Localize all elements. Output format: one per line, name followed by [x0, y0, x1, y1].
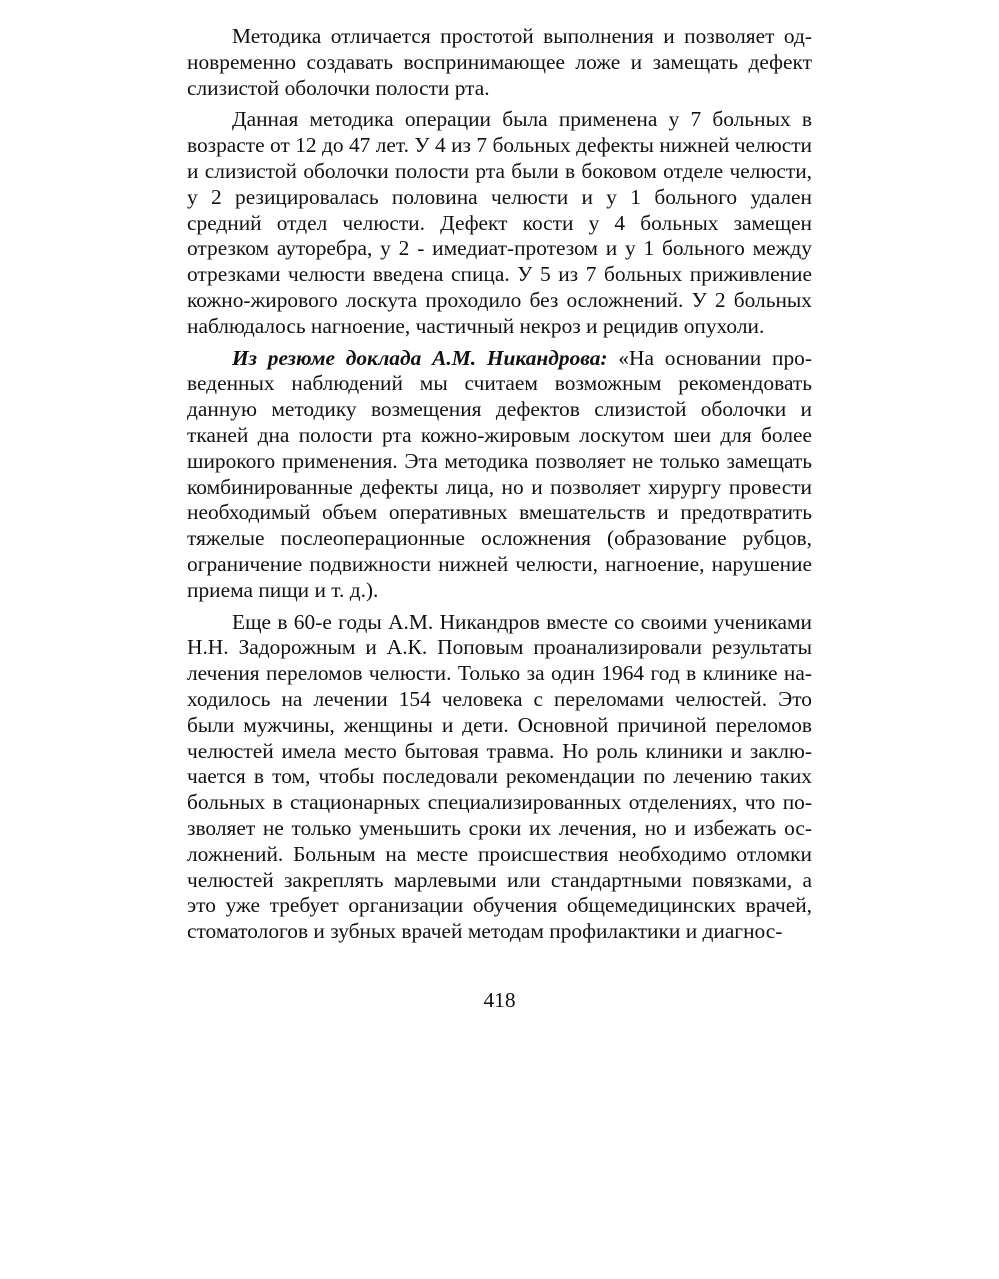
- body-text: [187, 24, 812, 951]
- paragraph-3-text: «На основании проведенных наблюдений мы считаем возможным рекомендовать данную методику возмещения дефектов слизистой оболочки и тканей дна полости рта кожно-жировым лоскутом шеи для более широкого применения. Эта методика позволяет не только замещать комбинированные дефекты лица, но и позволяет хирургу провести необходимый объем оперативных вмешательств и предотвратить тяжелые послеоперационные осложнения (образование рубцов, ограничение подвижности нижней челюсти, нагноение, нарушение приема пищи и т. д.).: [187, 345, 812, 602]
- paragraph-2: [187, 107, 812, 339]
- paragraph-1-text: Методика отличается простотой выполнения и позволяет одновременно создавать воспринимающее ложе и замещать дефект слизистой оболочки полости рта.: [187, 24, 812, 100]
- paragraph-3: [187, 346, 812, 604]
- paragraph-2-text: Данная методика операции была применена у 7 больных в возрасте от 12 до 47 лет. У 4 из 7 больных дефекты нижней челюсти и слизистой оболочки полости рта были в боковом отделе челюсти, у 2 резицировалась половина челюсти и у 1 больного удален средний отдел челюсти. Дефект кости у 4 больных замещен отрезком ауторебра, у 2 - имедиат-протезом и у 1 больного между отрезками челюсти введена спица. У 5 из 7 больных приживление кожно-жирового лоскута проходило без осложнений. У 2 больных наблюдалось нагноение, частичный некроз и рецидив опухоли.: [187, 107, 812, 338]
- paragraph-1: [187, 24, 812, 101]
- paragraph-3-lead: Из резюме доклада А.М. Никандрова:: [232, 345, 608, 370]
- paragraph-4-text: Еще в 60-е годы А.М. Никандров вместе со своими учениками Н.Н. Задорожным и А.К. Поповым проанализировали результаты лечения переломов челюсти. Только за один 1964 год в клинике находилось на лечении 154 человека с переломами челюстей. Это были мужчины, женщины и дети. Основной причиной переломов челюстей имела место бытовая травма. Но роль клиники и заключается в том, чтобы последовали рекомендации по лечению таких больных в стационарных специализированных отделениях, что позволяет не только уменьшить сроки их лечения, но и избежать осложнений. Больным на месте происшествия необходимо отломки челюстей закреплять марлевыми или стандартными повязками, а это уже требует организации обучения общемедицинских врачей, стоматологов и зубных врачей методам профилактики и диагнос-: [187, 609, 812, 944]
- paragraph-4: [187, 610, 812, 945]
- page-number: 418: [483, 988, 516, 1012]
